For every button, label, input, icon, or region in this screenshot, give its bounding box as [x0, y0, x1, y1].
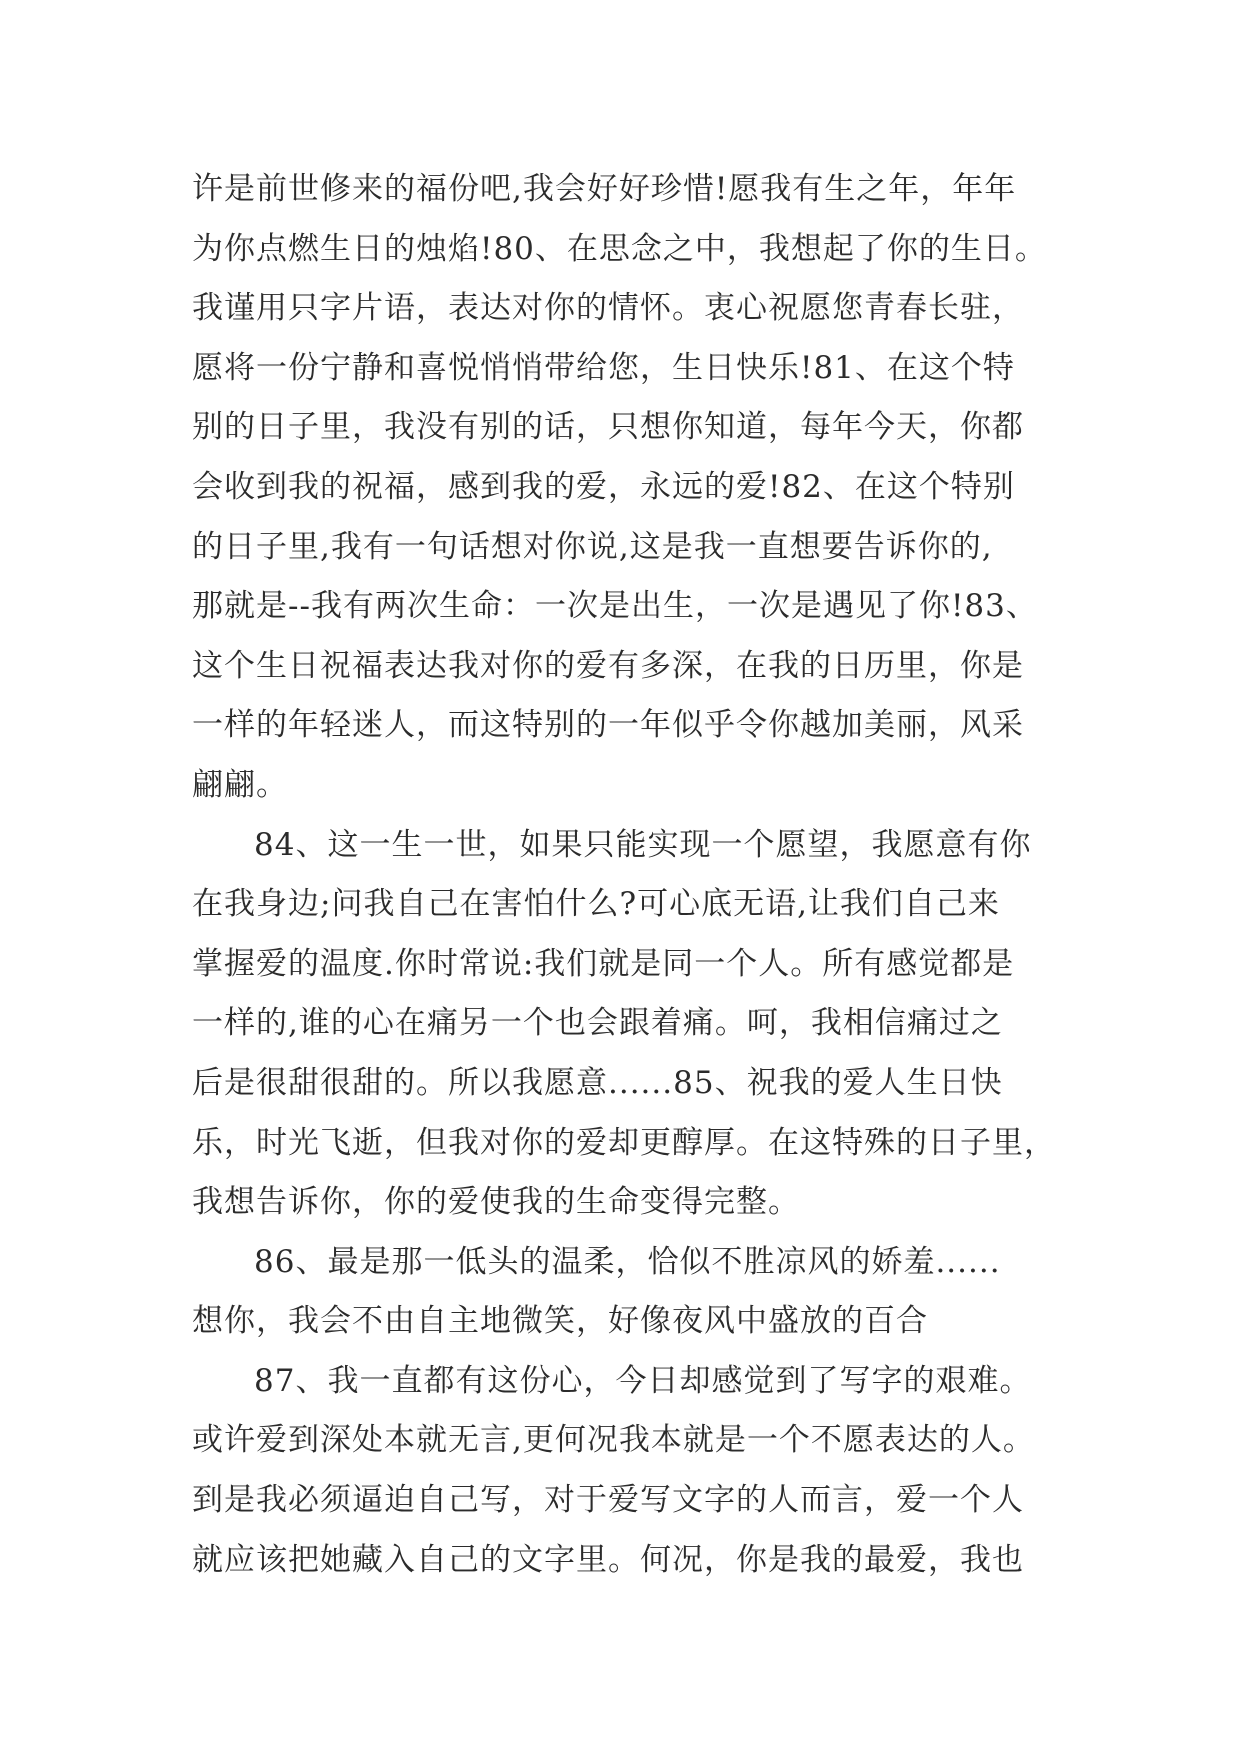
- text-line: 的日子里,我有一句话想对你说,这是我一直想要告诉你的,: [192, 528, 993, 565]
- text-line: 我谨用只字片语，表达对你的情怀。衷心祝愿您青春长驻，: [192, 290, 1024, 327]
- paragraph-first-line: 84、这一生一世，如果只能实现一个愿望，我愿意有你: [254, 826, 1032, 863]
- text-line: 许是前世修来的福份吧,我会好好珍惜!愿我有生之年，年年: [192, 171, 1017, 207]
- text-line: 会收到我的祝福，感到我的爱，永远的爱!82、在这个特别: [192, 468, 1015, 505]
- text-line: 想你，我会不由自主地微笑，好像夜风中盛放的百合: [192, 1303, 928, 1340]
- text-line: 就应该把她藏入自己的文字里。何况，你是我的最爱，我也: [192, 1541, 1024, 1578]
- text-line: 为你点燃生日的烛焰!80、在思念之中，我想起了你的生日。: [192, 230, 1047, 267]
- text-line: 到是我必须逼迫自己写，对于爱写文字的人而言，爱一个人: [192, 1482, 1024, 1519]
- text-line: 后是很甜很甜的。所以我愿意......85、祝我的爱人生日快: [192, 1064, 1003, 1101]
- text-line: 掌握爱的温度.你时常说:我们就是同一个人。所有感觉都是: [192, 945, 1015, 982]
- paragraph-first-line: 87、我一直都有这份心，今日却感觉到了写字的艰难。: [254, 1362, 1032, 1399]
- text-line: 或许爱到深处本就无言,更何况我本就是一个不愿表达的人。: [192, 1422, 1035, 1459]
- text-line: 在我身边;问我自己在害怕什么?可心底无语,让我们自己来: [192, 886, 1000, 923]
- document-body: [192, 160, 1062, 1590]
- text-line: 一样的,谁的心在痛另一个也会跟着痛。呵，我相信痛过之: [192, 1005, 1003, 1042]
- text-line: 这个生日祝福表达我对你的爱有多深，在我的日历里，你是: [192, 647, 1024, 684]
- text-line: 我想告诉你，你的爱使我的生命变得完整。: [192, 1184, 800, 1221]
- text-line: 乐，时光飞逝，但我对你的爱却更醇厚。在这特殊的日子里，: [192, 1124, 1056, 1161]
- text-line: 翩翩。: [192, 766, 288, 803]
- text-line: 一样的年轻迷人，而这特别的一年似乎令你越加美丽，风采: [192, 707, 1024, 744]
- text-line: 愿将一份宁静和喜悦悄悄带给您，生日快乐!81、在这个特: [192, 349, 1015, 386]
- paragraph-first-line: 86、最是那一低头的温柔，恰似不胜凉风的娇羞......: [254, 1243, 1001, 1280]
- text-line: 那就是--我有两次生命：一次是出生，一次是遇见了你!83、: [192, 588, 1038, 625]
- text-line: 别的日子里，我没有别的话，只想你知道，每年今天，你都: [192, 409, 1024, 446]
